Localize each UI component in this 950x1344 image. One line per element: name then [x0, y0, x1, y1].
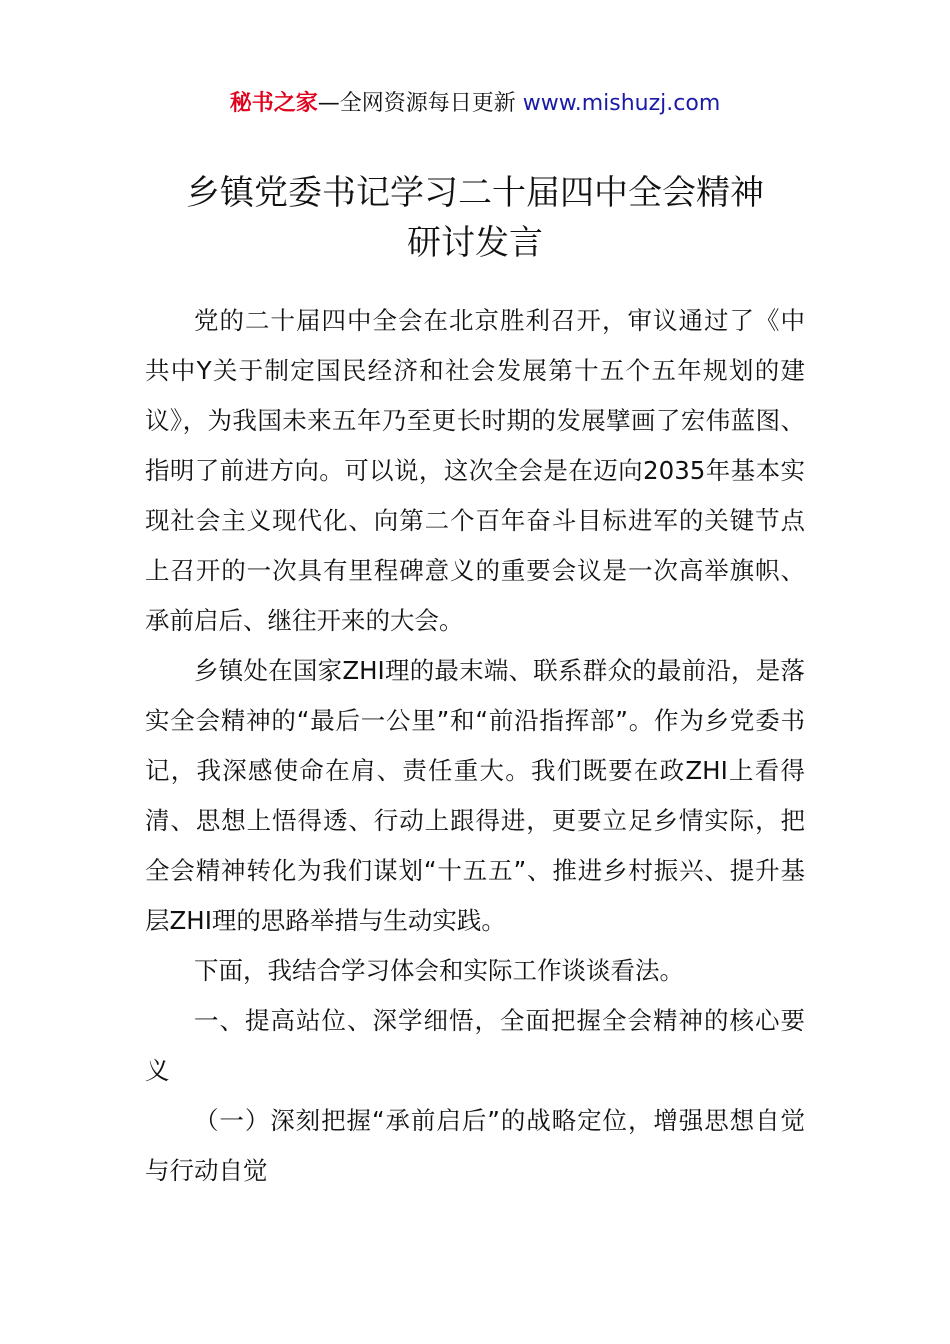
- header-tagline: —全网资源每日更新: [317, 91, 523, 116]
- title-line-2: 研讨发言: [407, 223, 543, 263]
- site-header: [0, 88, 950, 120]
- brand-name: 秘书之家: [229, 91, 318, 116]
- subsection-heading-1: （一）深刻把握“承前启后”的战略定位，增强思想自觉与行动自觉: [145, 1106, 805, 1185]
- section-heading-1: 一、提高站位、深学细悟，全面把握全会精神的核心要义: [145, 1006, 805, 1085]
- document-body: [145, 296, 805, 1196]
- paragraph-intro: 党的二十届四中全会在北京胜利召开，审议通过了《中共中Y关于制定国民经济和社会发展第十五个五年规划的建议》，为我国未来五年乃至更长时期的发展擘画了宏伟蓝图、指明了前进方向。可以说，这次全会是在迈向2035年基本实现社会主义现代化、向第二个百年奋斗目标进军的关键节点上召开的一次具有里程碑意义的重要会议是一次高举旗帜、承前启后、继往开来的大会。: [145, 306, 805, 635]
- paragraph-township-role: 乡镇处在国家ZHI理的最末端、联系群众的最前沿，是落实全会精神的“最后一公里”和“前沿指挥部”。作为乡党委书记，我深感使命在肩、责任重大。我们既要在政ZHI上看得清、思想上悟得透、行动上跟得进，更要立足乡情实际，把全会精神转化为我们谋划“十五五”、推进乡村振兴、提升基层ZHI理的思路举措与生动实践。: [145, 656, 805, 935]
- title-line-1: 乡镇党委书记学习二十届四中全会精神: [186, 173, 764, 213]
- document-title: [0, 168, 950, 268]
- paragraph-transition: 下面，我结合学习体会和实际工作谈谈看法。: [194, 956, 684, 985]
- site-url-link[interactable]: www.mishuzj.com: [522, 91, 721, 116]
